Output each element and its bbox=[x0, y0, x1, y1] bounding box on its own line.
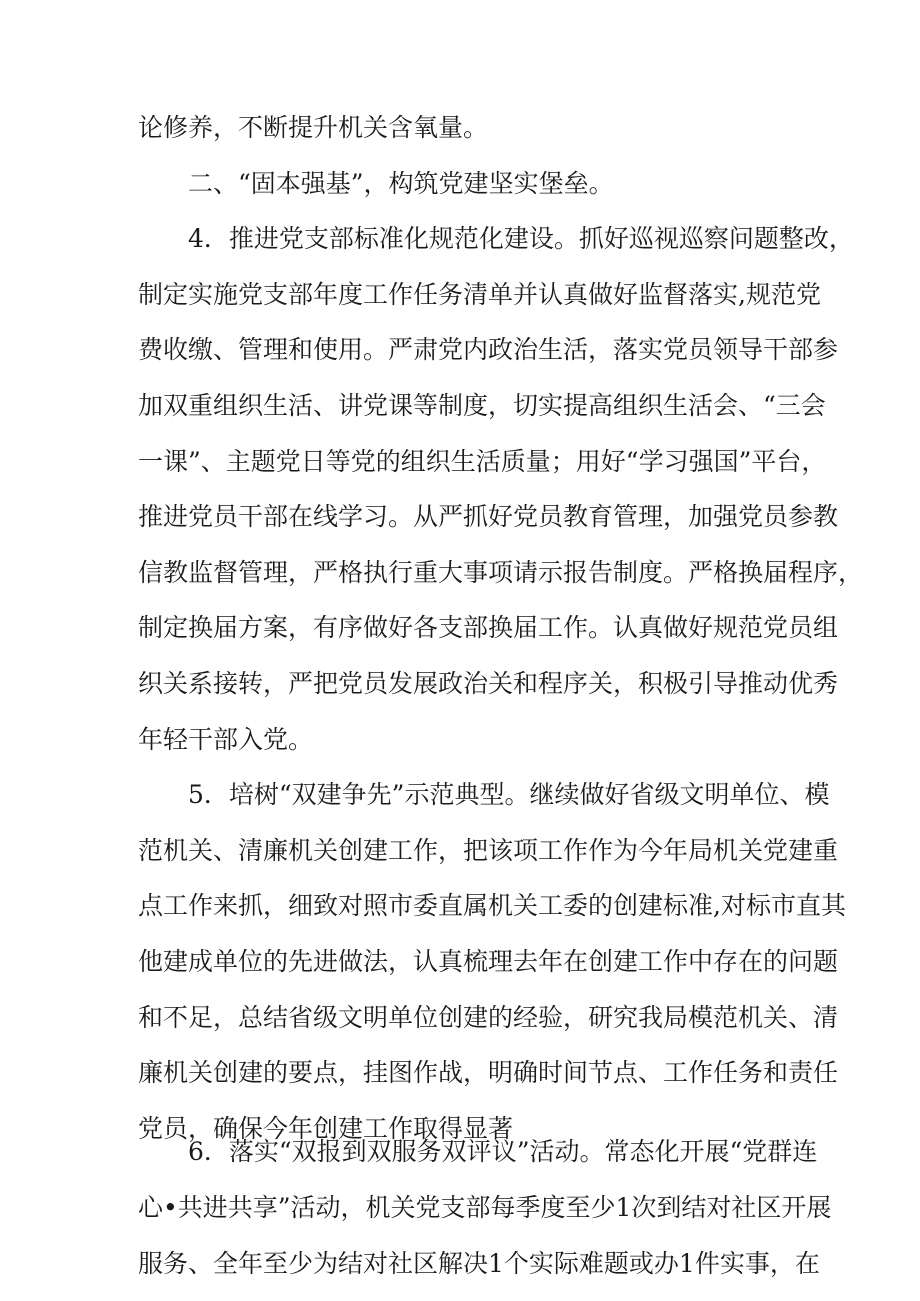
section-heading: 二、“固本强基”，构筑党建坚实堡垒。 bbox=[188, 169, 614, 198]
text-line: 心•共进共享”活动，机关党支部每季度至少1次到结对社区开展 bbox=[138, 1193, 832, 1222]
paragraph-first-line: 5．培树“双建争先”示范典型。继续做好省级文明单位、模 bbox=[188, 780, 830, 809]
text-line: 制定换届方案，有序做好各支部换届工作。认真做好规范党员组 bbox=[138, 613, 839, 642]
text-line: 制定实施党支部年度工作任务清单并认真做好监督落实,规范党 bbox=[138, 280, 821, 309]
text-line: 服务、全年至少为结对社区解决1个实际难题或办1件实事，在 bbox=[138, 1249, 820, 1278]
text-line: 范机关、清廉机关创建工作，把该项工作作为今年局机关党建重 bbox=[138, 836, 839, 865]
text-line: 加双重组织生活、讲党课等制度，切实提高组织生活会、“三会 bbox=[138, 391, 826, 420]
text-line: 年轻干部入党。 bbox=[138, 725, 314, 754]
text-line: 和不足，总结省级文明单位创建的经验，研究我局模范机关、清 bbox=[138, 1003, 839, 1032]
text-line: 论修养，不断提升机关含氧量。 bbox=[138, 113, 489, 142]
text-line: 他建成单位的先进做法，认真梳理去年在创建工作中存在的问题 bbox=[138, 947, 839, 976]
text-line: 信教监督管理，严格执行重大事项请示报告制度。严格换届程序， bbox=[138, 558, 864, 587]
paragraph-first-line: 4．推进党支部标准化规范化建设。抓好巡视巡察问题整改， bbox=[188, 224, 854, 253]
text-line: 一课”、主题党日等党的组织生活质量；用好“学习强国”平台， bbox=[138, 447, 827, 476]
text-line: 费收缴、管理和使用。严肃党内政治生活，落实党员领导干部参 bbox=[138, 335, 839, 364]
text-line: 推进党员干部在线学习。从严抓好党员教育管理，加强党员参教 bbox=[138, 502, 839, 531]
text-line: 织关系接转，严把党员发展政治关和程序关，积极引导推动优秀 bbox=[138, 669, 839, 698]
text-line: 廉机关创建的要点，挂图作战，明确时间节点、工作任务和责任 bbox=[138, 1058, 839, 1087]
text-line: 点工作来抓，细致对照市委直属机关工委的创建标准,对标市直其 bbox=[138, 891, 846, 920]
paragraph-first-line: 6．落实“双报到双服务双评议”活动。常态化开展“党群连 bbox=[188, 1137, 818, 1166]
text-line: 党员，确保今年创建工作取得显著 bbox=[138, 1114, 514, 1143]
